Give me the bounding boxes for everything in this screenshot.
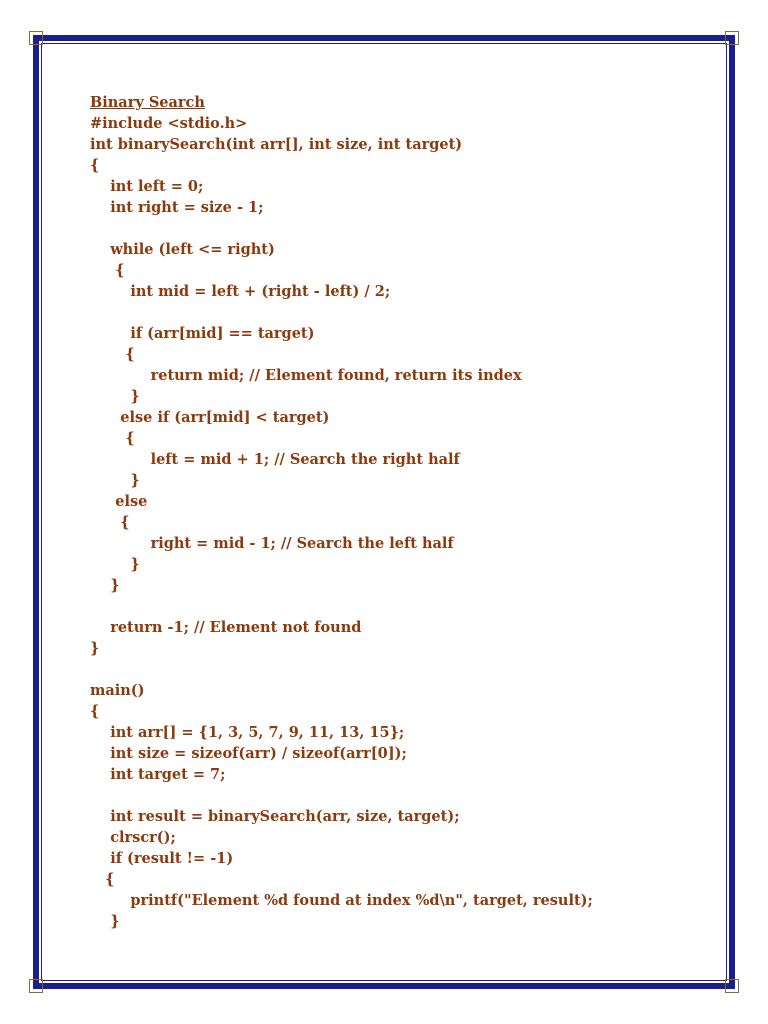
code-line (90, 785, 710, 806)
code-listing (90, 92, 710, 932)
code-line: return -1; // Element not found (90, 619, 362, 636)
code-line: else (90, 493, 148, 510)
code-line (90, 596, 710, 617)
code-line: right = mid - 1; // Search the left half (90, 535, 454, 552)
code-line: int left = 0; (90, 178, 204, 195)
code-line: if (result != -1) (90, 850, 234, 867)
code-line: { (90, 514, 130, 531)
code-line: else if (arr[mid] < target) (90, 409, 330, 426)
code-line (90, 302, 710, 323)
code-line: { (90, 346, 135, 363)
code-line: } (90, 640, 100, 657)
code-line: int result = binarySearch(arr, size, target); (90, 808, 460, 825)
code-line: int mid = left + (right - left) / 2; (90, 283, 391, 300)
document-title: Binary Search (90, 94, 205, 111)
code-line: return mid; // Element found, return its index (90, 367, 522, 384)
code-line: } (90, 913, 120, 930)
code-line: #include <stdio.h> (90, 115, 248, 132)
code-line: } (90, 577, 120, 594)
code-line: } (90, 556, 140, 573)
code-line: { (90, 430, 135, 447)
code-line: clrscr(); (90, 829, 176, 846)
code-line (90, 659, 710, 680)
code-line: { (90, 157, 100, 174)
code-line: left = mid + 1; // Search the right half (90, 451, 460, 468)
code-line: if (arr[mid] == target) (90, 325, 315, 342)
code-line: { (90, 703, 100, 720)
code-line: int binarySearch(int arr[], int size, int target) (90, 136, 463, 153)
code-line: int arr[] = {1, 3, 5, 7, 9, 11, 13, 15}; (90, 724, 405, 741)
corner-ornament-top-right (725, 31, 739, 45)
code-line: printf("Element %d found at index %d\n", target, result); (90, 892, 593, 909)
corner-ornament-bottom-right (725, 979, 739, 993)
code-line: { (90, 262, 125, 279)
code-line: int target = 7; (90, 766, 226, 783)
corner-ornament-bottom-left (29, 979, 43, 993)
code-line: int right = size - 1; (90, 199, 264, 216)
code-line: } (90, 472, 140, 489)
code-line: main() (90, 682, 145, 699)
corner-ornament-top-left (29, 31, 43, 45)
code-line: } (90, 388, 140, 405)
code-line: while (left <= right) (90, 241, 275, 258)
code-lines (90, 113, 710, 932)
code-line (90, 218, 710, 239)
code-line: { (90, 871, 115, 888)
code-line: int size = sizeof(arr) / sizeof(arr[0]); (90, 745, 407, 762)
